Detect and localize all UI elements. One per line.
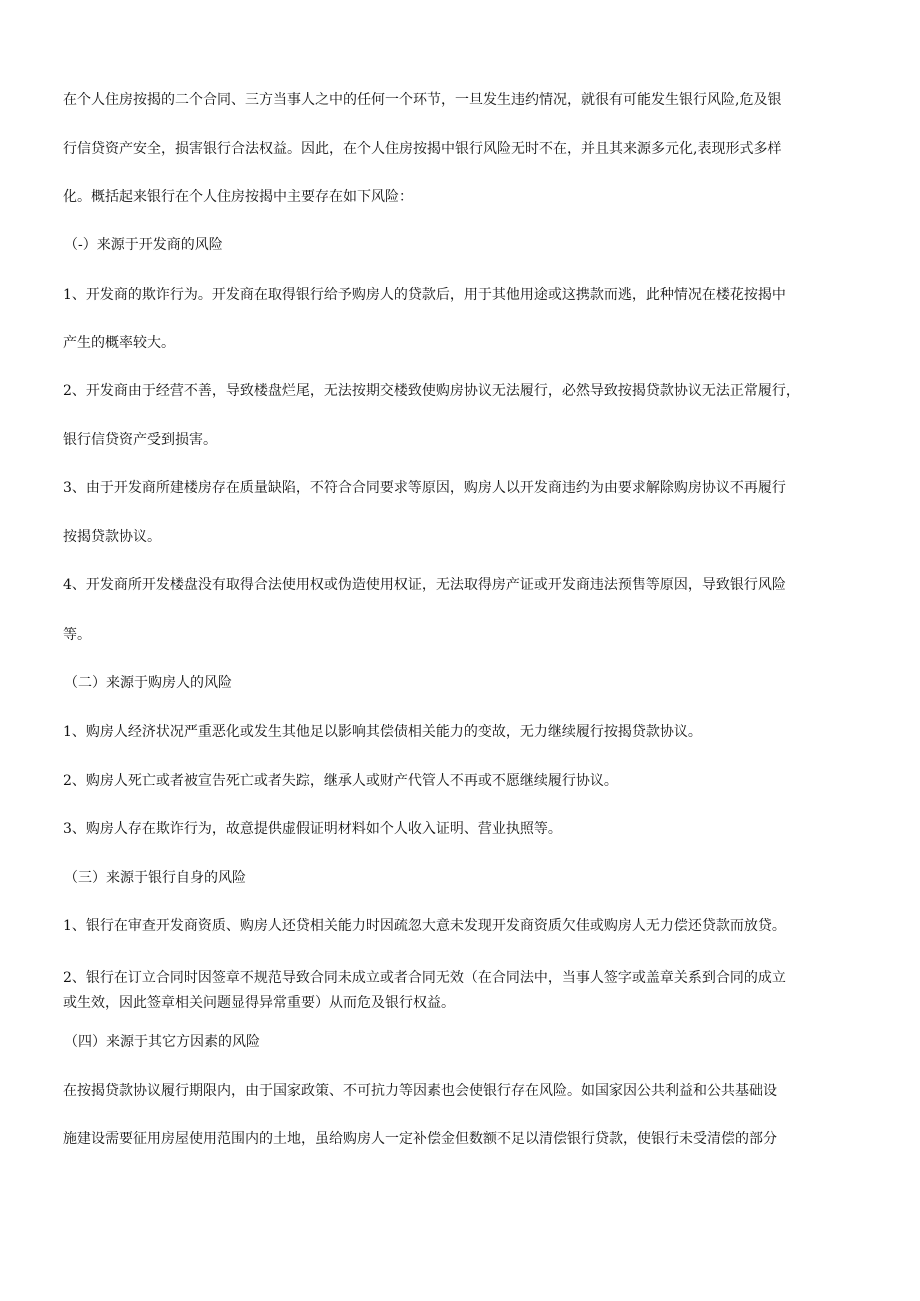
section-1-item-3-line-1: 3、由于开发商所建楼房存在质量缺陷，不符合合同要求等原因，购房人以开发商违约为由要求解除购房协议不再履行: [63, 480, 786, 496]
section-3-item-2-line-1: 2、银行在订立合同时因签章不规范导致合同未成立或者合同无效（在合同法中，当事人签字或盖章关系到合同的成立: [63, 970, 786, 986]
section-2-heading: （二）来源于购房人的风险: [64, 675, 232, 691]
section-3-item-2-line-2: 或生效，因此签章相关问题显得异常重要）从而危及银行权益。: [63, 995, 455, 1011]
section-2-item-1: 1、购房人经济状况严重恶化或发生其他足以影响其偿债相关能力的变故，无力继续履行按揭贷款协议。: [63, 724, 702, 740]
intro-line-3: 化。概括起来银行在个人住房按揭中主要存在如下风险：: [63, 189, 413, 205]
section-1-item-1-line-1: 1、开发商的欺诈行为。开发商在取得银行给予购房人的贷款后，用于其他用途或这携款而逃，此种情况在楼花按揭中: [63, 287, 786, 303]
section-1-item-4-line-1: 4、开发商所开发楼盘没有取得合法使用权或伪造使用权证，无法取得房产证或开发商违法预售等原因，导致银行风险: [63, 577, 786, 593]
section-1-item-2-line-1: 2、开发商由于经营不善，导致楼盘烂尾，无法按期交楼致使购房协议无法履行，必然导致按揭贷款协议无法正常履行，: [63, 383, 800, 399]
section-4-body-line-2: 施建设需要征用房屋使用范围内的土地，虽给购房人一定补偿金但数额不足以清偿银行贷款，使银行未受清偿的部分: [63, 1131, 777, 1147]
section-4-heading: （四）来源于其它方因素的风险: [64, 1034, 260, 1050]
intro-line-1: 在个人住房按揭的二个合同、三方当事人之中的任何一个环节，一旦发生违约情况，就很有可能发生银行风险,危及银: [63, 92, 782, 108]
section-2-item-3: 3、购房人存在欺诈行为，故意提供虚假证明材料如个人收入证明、营业执照等。: [63, 821, 562, 837]
section-3-item-1: 1、银行在审查开发商资质、购房人还贷相关能力时因疏忽大意未发现开发商资质欠佳或购房人无力偿还贷款而放贷。: [63, 918, 786, 934]
section-1-heading: （-）来源于开发商的风险: [64, 237, 223, 253]
section-1-item-3-line-2: 按揭贷款协议。: [63, 529, 161, 545]
section-2-item-2: 2、购房人死亡或者被宣告死亡或者失踪，继承人或财产代管人不再或不愿继续履行协议。: [63, 773, 618, 789]
section-1-item-2-line-2: 银行信贷资产受到损害。: [63, 432, 217, 448]
section-1-item-1-line-2: 产生的概率较大。: [63, 335, 175, 351]
section-1-item-4-line-2: 等。: [63, 627, 91, 643]
section-4-body-line-1: 在按揭贷款协议履行期限内，由于国家政策、不可抗力等因素也会使银行存在风险。如国家因公共利益和公共基础设: [63, 1083, 777, 1099]
section-3-heading: （三）来源于银行自身的风险: [64, 870, 246, 886]
intro-line-2: 行信贷资产安全，损害银行合法权益。因此，在个人住房按揭中银行风险无时不在，并且其来源多元化,表现形式多样: [63, 141, 782, 157]
